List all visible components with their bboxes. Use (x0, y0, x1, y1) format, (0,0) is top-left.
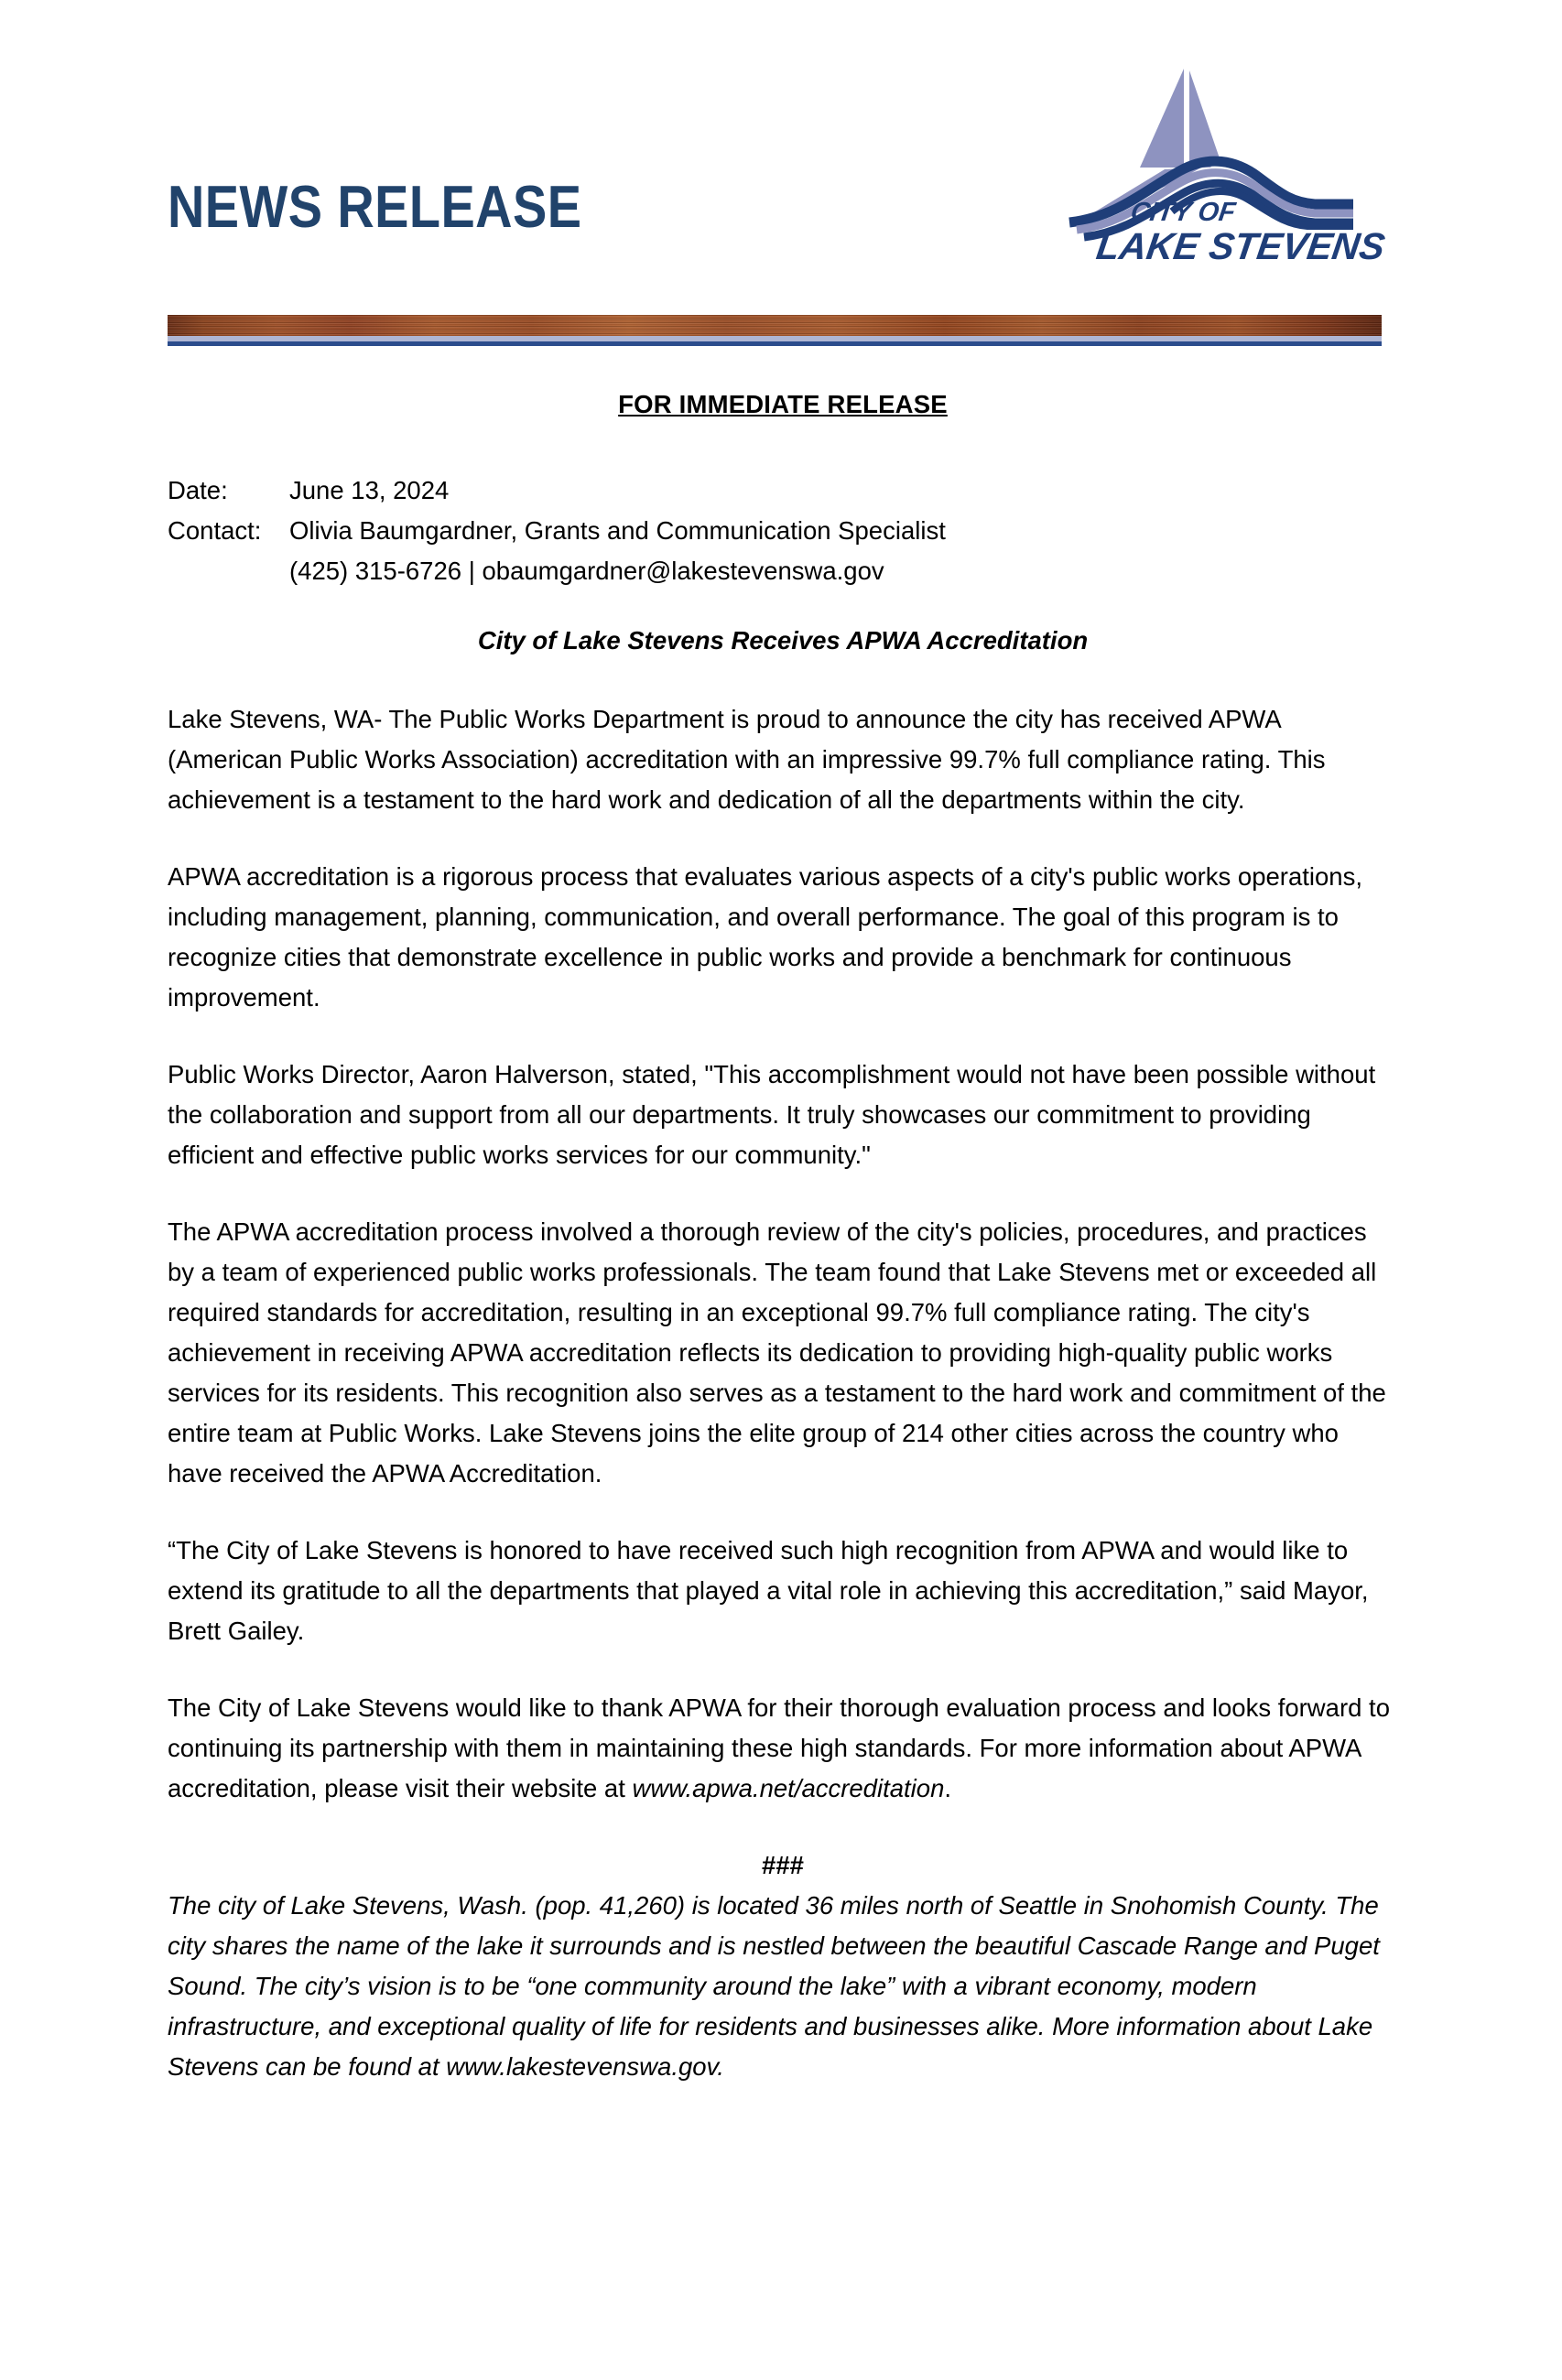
paragraph-1: Lake Stevens, WA- The Public Works Department is proud to announce the city has received APWA (American Public Works Association) accreditation with an impressive 99.7% full compliance rating. This achievement is a testament to the hard work and dedication of all the departments within the city. (168, 705, 1326, 814)
document-body (168, 384, 1398, 2087)
end-marker: ### (762, 1851, 804, 1879)
release-headline: City of Lake Stevens Receives APWA Accreditation (477, 626, 1089, 654)
contact-phone-email-row (168, 551, 1398, 591)
contact-phone-email: (425) 315-6726 | obaumgardner@lakestevenswa.gov (289, 557, 884, 585)
city-of-lake-stevens-logo (1062, 50, 1392, 279)
apwa-accreditation-url[interactable]: www.apwa.net/accreditation (632, 1774, 945, 1802)
paragraph-6 (168, 1688, 1398, 1809)
paragraph-5: “The City of Lake Stevens is honored to have received such high recognition from APWA and would like to extend its gratitude to all the departments that played a vital role in achieving this accreditation,” said Mayor, Brett Gailey. (168, 1536, 1369, 1645)
date-label: Date: (168, 476, 228, 504)
date-value: June 13, 2024 (289, 476, 450, 504)
header-divider-bar (168, 315, 1382, 346)
paragraph-3: Public Works Director, Aaron Halverson, stated, "This accomplishment would not have been possible without the collaboration and support from all our departments. It truly showcases our commitment to providing efficient and effective public works services for our community." (168, 1060, 1376, 1169)
boilerplate-paragraph: The city of Lake Stevens, Wash. (pop. 41,260) is located 36 miles north of Seattle in Snohomish County. The city shares the name of the lake it surrounds and is nestled between the beautiful Cascade Range and Puget Sound. The city’s vision is to be “one community around the lake” with a vibrant economy, modern infrastructure, and exceptional quality of life for residents and businesses alike. More information about Lake Stevens can be found at www.lakestevenswa.gov. (168, 1891, 1380, 2081)
logo-line2: LAKE STEVENS (1093, 225, 1388, 267)
contact-row (168, 511, 1398, 551)
contact-metadata-block (168, 471, 1398, 591)
contact-value: Olivia Baumgardner, Grants and Communication Specialist (289, 516, 946, 545)
paragraph-4: The APWA accreditation process involved a thorough review of the city's policies, procedures, and practices by a team of experienced public works professionals. The team found that Lake Stevens met or exceeded all required standards for accreditation, resulting in an exceptional 99.7% full compliance rating. The city's achievement in receiving APWA accreditation reflects its dedication to providing high-quality public works services for its residents. This recognition also serves as a testament to the hard work and commitment of the entire team at Public Works. Lake Stevens joins the elite group of 214 other cities across the country who have received the APWA Accreditation. (168, 1217, 1386, 1488)
paragraph-6-text-after-url: . (944, 1774, 952, 1802)
page-title: NEWS RELEASE (168, 173, 582, 240)
divider-wood-band (168, 315, 1382, 336)
logo-line1: CITY OF (1128, 198, 1238, 227)
date-row (168, 471, 1398, 511)
contact-label: Contact: (168, 516, 262, 545)
document-header (0, 0, 1562, 302)
for-immediate-release-heading: FOR IMMEDIATE RELEASE (618, 390, 948, 418)
divider-navy-stripe (168, 341, 1382, 346)
paragraph-2: APWA accreditation is a rigorous process that evaluates various aspects of a city's public works operations, including management, planning, communication, and overall performance. The goal of this program is to recognize cities that demonstrate excellence in public works and provide a benchmark for continuous improvement. (168, 862, 1362, 1012)
paragraph-6-text-before-url: The City of Lake Stevens would like to thank APWA for their thorough evaluation process and looks forward to continuing its partnership with them in maintaining these high standards. For more information about APWA accreditation, please visit their website at (168, 1693, 1390, 1802)
